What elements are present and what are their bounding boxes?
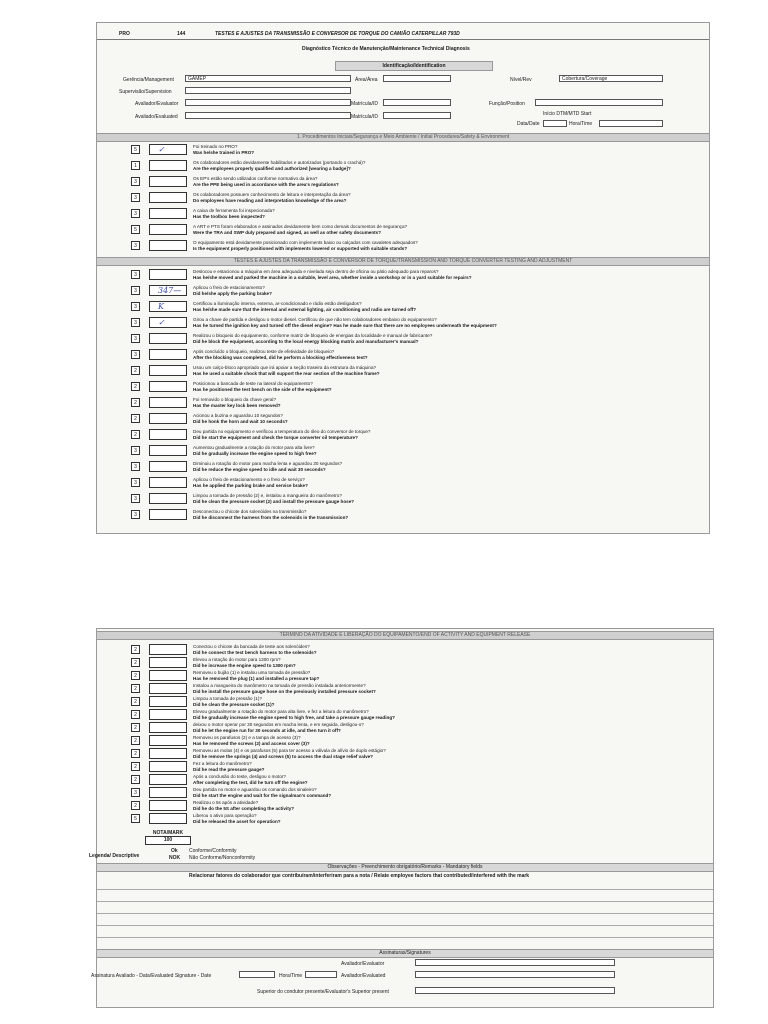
evaluator-id-field[interactable] — [383, 99, 451, 106]
question-pt: Removeu o bujão (1) e instalou uma tomada de pressão? — [193, 670, 311, 675]
question-pt: Deslocou e estacionou a máquina em área adequada e nivelada seja dentro de oficina ou pátio adequado para reparos? — [193, 269, 439, 274]
label-position: Função/Position — [489, 101, 525, 107]
check-box[interactable] — [149, 445, 187, 456]
sig-superior-field[interactable] — [415, 987, 615, 994]
checklist-row — [97, 380, 709, 396]
points-box: 3 — [131, 318, 140, 327]
nota-box — [145, 830, 191, 845]
management-field[interactable] — [185, 75, 351, 82]
check-box[interactable] — [149, 429, 187, 440]
handwritten-mark: ✓ — [158, 318, 165, 327]
sig-evaluator-field[interactable] — [415, 959, 615, 966]
check-box[interactable] — [149, 657, 187, 668]
question-en: Has he removed the plug (1) and installed a pressure tap? — [193, 676, 320, 681]
question-en: Are the employees properly qualified and authorized [wearing a badge]? — [193, 166, 351, 171]
question-en: Did he gradually increase the engine speed to high free, and take a pressure gauge reading? — [193, 715, 395, 720]
question-en: Was he/she trained in PRO? — [193, 150, 255, 155]
time-field[interactable] — [599, 120, 663, 127]
question-pt: deixou o motor operar por 30 segundos em macha lenta, e em seguida, desligou-o? — [193, 722, 364, 727]
check-box[interactable] — [149, 683, 187, 694]
points-box: 3 — [131, 177, 140, 186]
question-en: Did he block the equipment, according to the local energy blocking matrix and manufacturer's manual? — [193, 339, 419, 344]
check-box[interactable] — [149, 670, 187, 681]
points-box: 3 — [131, 334, 140, 343]
doc-number: 144 — [177, 31, 186, 37]
remarks-subheader: Relacionar fatores do colaborador que contribuíram/interferiram para a nota / Relate employee factors that contributed/interfered with the mark — [189, 873, 530, 879]
checklist-row — [97, 396, 709, 412]
check-box[interactable] — [149, 269, 187, 280]
question-en: Did he do the 5S after completing the activity? — [193, 806, 295, 811]
coverage-value: Cobertura/Coverage — [562, 76, 608, 82]
question-pt: Usou um calço-bloco apropriado que irá apoiar a seção traseira da estrutura da máquina? — [193, 365, 377, 370]
question-pt: Removeu as molas (4) e os parafusos (5) para ter acesso a válvula de alívio de duplo estágio? — [193, 748, 386, 753]
question-en: Did he clean the pressure socket (2) and install the pressure gauge hose? — [193, 499, 355, 504]
question-pt: Diminuiu a rotação do motor para macha lenta e aguardou 30 segundos? — [193, 461, 343, 466]
checklist-row — [97, 348, 709, 364]
checklist-row — [97, 191, 709, 207]
points-box: 2 — [131, 414, 140, 423]
question-en: Is the equipment properly positioned with implements lowered or supported with suitable stands? — [193, 246, 408, 251]
form-page-1 — [96, 22, 710, 534]
question-pt: Deu partida no equipamento e verificou a temperatura do óleo do conversor de torque? — [193, 429, 371, 434]
checklist-row — [97, 364, 709, 380]
label-management: Gerência/Management — [123, 77, 174, 83]
check-box[interactable] — [149, 774, 187, 785]
points-box: 2 — [131, 749, 140, 758]
remarks-header: Observações - Preenchimento obrigatório/Remarks - Mandatory fields — [97, 863, 713, 872]
identification-header — [335, 61, 493, 71]
question-en: Has he applied the parking brake and service brake? — [193, 483, 308, 488]
check-box[interactable] — [149, 709, 187, 720]
question-en: Did he gradually increase the engine speed to high free? — [193, 451, 317, 456]
label-level: Nível/Rev — [510, 77, 532, 83]
supervision-field[interactable] — [185, 87, 351, 94]
question-en: Has the toolbox been inspected? — [193, 214, 265, 219]
doc-title: TESTES E AJUSTES DA TRANSMISSÃO E CONVERSOR DE TORQUE DO CAMIÃO CATERPILLAR 793D — [215, 31, 460, 37]
sig-evaluated-field[interactable] — [415, 971, 615, 978]
points-box: 2 — [131, 710, 140, 719]
label-start: Início DTM/MTD Start — [543, 111, 592, 117]
identification-header-label: Identificação/Identification — [382, 63, 446, 69]
question-en: Has he removed the screws (2) and access cover (3)? — [193, 741, 310, 746]
checklist-row — [97, 412, 709, 428]
question-en: Did he disconnect the harness from the solenoids in the transmission? — [193, 515, 349, 520]
checklist-row — [97, 223, 709, 239]
question-en: Did he reduce the engine speed to idle and wait 30 seconds? — [193, 467, 326, 472]
checklist-row — [97, 143, 709, 159]
question-en: Did he clean the pressure socket (1)? — [193, 702, 275, 707]
checklist-row — [97, 175, 709, 191]
signatures-header: Assinaturas/Signatures — [97, 949, 713, 958]
checklist-row — [97, 428, 709, 444]
label-supervision: Supervisão/Supervision — [119, 89, 172, 95]
points-box: 2 — [131, 684, 140, 693]
points-box: 3 — [131, 286, 140, 295]
question-pt: Girou a chave de partida e desligou o motor diesel. Certificou de que não tem colaboradores embaixo do equipamento? — [193, 317, 437, 322]
question-pt: Liberou o ativo para operação? — [193, 813, 257, 818]
points-box: 2 — [131, 723, 140, 732]
check-box[interactable] — [149, 333, 187, 344]
check-box[interactable] — [149, 285, 187, 296]
points-box: 3 — [131, 193, 140, 202]
question-en: Did he/she apply the parking brake? — [193, 291, 272, 296]
question-pt: Certificou a iluminação interna, externa, ar-condicionado e rádio estão desligados? — [193, 301, 362, 306]
points-box: 2 — [131, 658, 140, 667]
sig-time-label: Hora/Time — [279, 973, 303, 979]
label-area: Área/Área — [355, 77, 378, 83]
question-pt: Após a conclusão do teste, desligou o motor? — [193, 774, 286, 779]
evaluated-field[interactable] — [185, 112, 351, 119]
question-pt: Instalou a mangueira do manômetro na tomada de pressão instalada anteriormente? — [193, 683, 366, 688]
points-box: 2 — [131, 645, 140, 654]
check-box[interactable] — [149, 761, 187, 772]
area-field[interactable] — [383, 75, 451, 82]
question-pt: A ART e PTS foram elaborados e assinados devidamente bem como demais documentos de segurança? — [193, 224, 408, 229]
question-en: Did he connect the test bench harness to the solenoids? — [193, 650, 317, 655]
nota-value[interactable]: 100 — [145, 836, 191, 845]
checklist-row — [97, 332, 709, 348]
question-pt: Realizou o bloqueio do equipamento, conforme matriz de bloqueio de energias da localidade e manual de fabricante? — [193, 333, 433, 338]
points-box: 2 — [131, 775, 140, 784]
check-box[interactable] — [149, 748, 187, 759]
question-en: Has he/she moved and parked the machine in a suitable, level area, whether inside a workshop or in a yard suitable for repairs? — [193, 275, 472, 280]
question-pt: A caixa de ferramenta foi inspecionada? — [193, 208, 275, 213]
points-box: 5 — [131, 145, 140, 154]
check-box[interactable] — [149, 493, 187, 504]
question-pt: Realizou o 5s após a atividade? — [193, 800, 259, 805]
doc-code: PRO — [119, 31, 130, 37]
doc-subtitle: Diagnóstico Técnico de Manutenção/Maintenance Technical Diagnosis — [302, 46, 470, 52]
checklist-row — [97, 508, 709, 524]
evaluated-id-field[interactable] — [383, 112, 451, 119]
question-en: Did he released the asset for operation? — [193, 819, 281, 824]
check-box[interactable] — [149, 397, 187, 408]
points-box: 2 — [131, 697, 140, 706]
points-box: 2 — [131, 801, 140, 810]
label-evaluated: Avaliado/Evaluated — [135, 114, 178, 120]
legend-nok-text: Não Conforme/Nonconformity — [189, 855, 256, 861]
section-3-header: TÉRMINO DA ATIVIDADE E LIBERAÇÃO DO EQUIPAMENTO/END OF ACTIVITY AND EQUIPMENT RELEASE — [97, 631, 713, 640]
question-pt: O equipamento está devidamente posicionado com implements baixo ou calçados com cavaletes adequados? — [193, 240, 418, 245]
check-box[interactable] — [149, 461, 187, 472]
check-box[interactable] — [149, 208, 187, 219]
question-pt: Os colaboradores possuem conhecimento de leitura e interpretação da área? — [193, 192, 351, 197]
handwritten-mark: 347— — [158, 286, 182, 295]
points-box: 2 — [131, 430, 140, 439]
position-field[interactable] — [535, 99, 663, 106]
checklist-row — [97, 300, 709, 316]
check-box[interactable] — [149, 800, 187, 811]
checklist-row — [97, 284, 709, 300]
question-en: Are the PPE being used in accordance with the area's regulations? — [193, 182, 339, 187]
check-box[interactable] — [149, 349, 187, 360]
question-pt: Elevou a rotação do motor para 1300 rpm? — [193, 657, 281, 662]
points-box: 3 — [131, 270, 140, 279]
label-id-1: Matrícula/ID — [351, 101, 378, 107]
legend-nok-code: NOK — [169, 855, 181, 861]
question-pt: Limpou a tomada de pressão (1)? — [193, 696, 262, 701]
question-pt: Desconectou o chicote dos solenóides na transmissão? — [193, 509, 307, 514]
section-1-list — [97, 143, 709, 255]
check-box[interactable] — [149, 477, 187, 488]
legend-label: Legenda/ Descriptive — [89, 853, 140, 859]
check-box[interactable] — [149, 144, 187, 155]
points-box: 3 — [131, 241, 140, 250]
question-pt: Limpou a tomada de pressão (2) e, instalou a mangueira do manômetro? — [193, 493, 342, 498]
question-pt: Foi treinado no PRO? — [193, 144, 238, 149]
checklist-row — [97, 444, 709, 460]
handwritten-mark: K — [158, 302, 164, 311]
points-box: 3 — [131, 494, 140, 503]
check-box[interactable] — [149, 224, 187, 235]
question-en: Do employees have reading and interpretation knowledge of the area? — [193, 198, 347, 203]
handwritten-mark: ✓ — [158, 145, 165, 154]
points-box: 3 — [131, 446, 140, 455]
question-en: Did he honk the horn and wait 10 seconds? — [193, 419, 288, 424]
question-en: Did he start the equipment and check the torque converter oil temperature? — [193, 435, 358, 440]
checklist-row — [97, 268, 709, 284]
points-box: 1 — [131, 161, 140, 170]
sig-evaluated-label: Avaliador/Evaluated — [341, 973, 386, 979]
form-page-2 — [89, 628, 714, 1008]
question-en: Did he start the engine and wait for the signalman's command? — [193, 793, 332, 798]
label-date: Data/Date — [517, 121, 540, 127]
section-2-header: TESTES E AJUSTES DA TRANSMISSÃO E CONVERSOR DE TORQUE/TRANSMISSION AND TORQUE CONVERTER TESTING AND ADJUSTMENT — [97, 257, 709, 266]
management-value: GAMEP — [188, 76, 207, 82]
checklist-row — [97, 159, 709, 175]
question-en: Were the TRA and SWP duly prepared and signed, as well as other safety documents? — [193, 230, 382, 235]
checklist-row — [97, 207, 709, 223]
question-pt: Após concluído o bloqueio, realizou teste de efetividade de bloqueio? — [193, 349, 335, 354]
title-bar — [97, 29, 709, 40]
check-box[interactable] — [149, 192, 187, 203]
points-box: 3 — [131, 209, 140, 218]
points-box: 2 — [131, 382, 140, 391]
points-box: 2 — [131, 671, 140, 680]
points-box: 2 — [131, 366, 140, 375]
check-box[interactable] — [149, 722, 187, 733]
question-pt: Os EP's estão sendo utilizados conforme normativo da área? — [193, 176, 318, 181]
question-pt: Aplicou o freio de estacionamento? — [193, 285, 265, 290]
check-box[interactable] — [149, 301, 187, 312]
question-pt: Os colaboradores estão devidamente habilitados e autorizados (portando o crachá)? — [193, 160, 366, 165]
check-box[interactable] — [149, 240, 187, 251]
points-box: 3 — [131, 510, 140, 519]
question-en: After completing the test, did he turn off the engine? — [193, 780, 308, 785]
check-box[interactable] — [149, 381, 187, 392]
label-evaluator: Avaliador/Evaluator — [135, 101, 179, 107]
coverage-field[interactable] — [559, 75, 663, 82]
checklist-row — [97, 492, 709, 508]
points-box: 2 — [131, 762, 140, 771]
points-box: 2 — [131, 736, 140, 745]
sig-superior-label: Superior do condutor presente/Evaluator's Superior present — [257, 989, 389, 995]
check-box[interactable] — [149, 787, 187, 798]
points-box: 5 — [131, 225, 140, 234]
question-en: Has he/she made sure that the internal and external lighting, air conditioning and radio are turned off? — [193, 307, 417, 312]
sig-evaluated-signature-label: Assinatura Avaliado - Data/Evaluated Signature - Date — [91, 973, 212, 979]
question-pt: Foi removido o bloqueio da chave geral? — [193, 397, 276, 402]
question-pt: Deu partida no motor e aguardou os comando dos sinaleiro? — [193, 787, 317, 792]
checklist-row — [97, 460, 709, 476]
question-en: Has he used a suitable chock that will support the rear section of the machine frame? — [193, 371, 380, 376]
question-en: After the blocking was completed, did he perform a blocking effectiveness test? — [193, 355, 368, 360]
evaluator-field[interactable] — [185, 99, 351, 106]
remarks-area[interactable] — [97, 881, 713, 941]
label-time: Hora/Time — [569, 121, 593, 127]
section-2-list — [97, 268, 709, 524]
sig-date-field[interactable] — [239, 971, 275, 978]
check-box[interactable] — [149, 509, 187, 520]
checklist-row — [97, 239, 709, 255]
check-box[interactable] — [149, 317, 187, 328]
points-box: 3 — [131, 478, 140, 487]
points-box: 3 — [131, 788, 140, 797]
label-id-2: Matrícula/ID — [351, 114, 378, 120]
question-en: Did he remove the springs (4) and screws (5) to access the dual stage relief valve? — [193, 754, 373, 759]
question-pt: Conectou o chicote da bancada de teste aos solenóides? — [193, 644, 310, 649]
legend-ok-code: Ok — [171, 848, 178, 854]
legend-ok-text: Conforme/Conformity — [189, 848, 237, 854]
check-box[interactable] — [149, 176, 187, 187]
question-pt: Acionou a buzina e aguardou 10 segundos? — [193, 413, 283, 418]
question-en: Did he let the engine run for 30 seconds at idle, and then turn it off? — [193, 728, 341, 733]
nota-label: NOTA/MARK — [152, 830, 184, 836]
question-en: Did he install the pressure gauge hose on the previously installed pressure socket? — [193, 689, 376, 694]
question-pt: Fez a leitura do manômetro? — [193, 761, 252, 766]
points-box: 2 — [131, 398, 140, 407]
question-en: Did he increase the engine speed to 1300 rpm? — [193, 663, 296, 668]
checklist-row — [97, 812, 713, 828]
question-pt: Removeu os parafusos (2) e a tampa de acesso (3)? — [193, 735, 301, 740]
points-box: 3 — [131, 302, 140, 311]
checklist-row — [97, 476, 709, 492]
question-en: Has he turned the ignition key and turned off the diesel engine? Has he made sure that there are no employees underneath the equipment? — [193, 323, 497, 328]
section-1-header: 1. Procedimentos Iniciais/Segurança e Meio Ambiente / Initial Procedures/Safety & Environment — [97, 133, 709, 142]
check-box[interactable] — [149, 365, 187, 376]
sig-evaluator-label: Avaliador/Evaluator — [341, 961, 385, 967]
check-box[interactable] — [149, 696, 187, 707]
checklist-row — [97, 316, 709, 332]
section-3-list — [97, 643, 713, 853]
check-box[interactable] — [149, 813, 187, 824]
question-en: Has the master key lock been removed? — [193, 403, 281, 408]
points-box: 3 — [131, 350, 140, 359]
check-box[interactable] — [149, 735, 187, 746]
check-box[interactable] — [149, 413, 187, 424]
check-box[interactable] — [149, 644, 187, 655]
question-pt: Aplicou o freio de estacionamento e o freio de serviço? — [193, 477, 305, 482]
question-pt: Aumentou gradualmente a rotação do motor para alta livre? — [193, 445, 315, 450]
check-box[interactable] — [149, 160, 187, 171]
question-pt: Elevou gradualmente a rotação do motor para alta livre, e fez a leitura do manômetro? — [193, 709, 369, 714]
question-en: Has he positioned the test bench on the side of the equipment? — [193, 387, 332, 392]
sig-time-field[interactable] — [305, 971, 337, 978]
question-pt: Posicionou a bancada de teste na lateral do equipamento? — [193, 381, 313, 386]
date-field[interactable] — [543, 120, 567, 127]
question-en: Did he read the pressure gauge? — [193, 767, 265, 772]
points-box: 3 — [131, 462, 140, 471]
points-box: 5 — [131, 814, 140, 823]
